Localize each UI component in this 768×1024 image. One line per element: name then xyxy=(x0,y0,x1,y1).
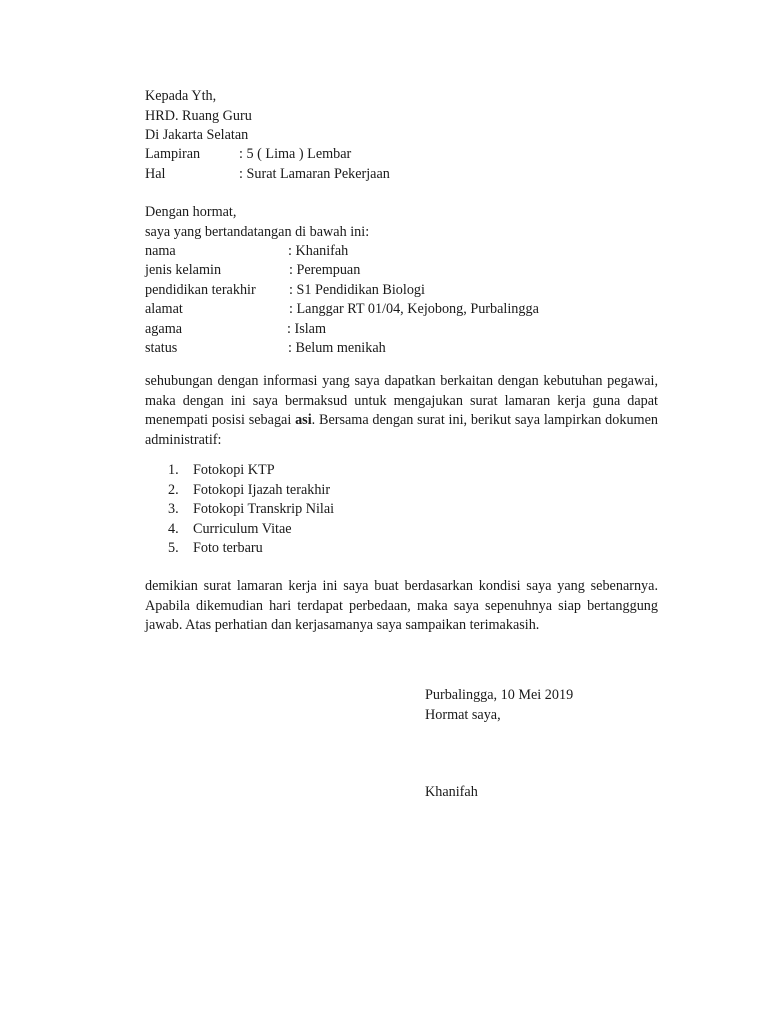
attachment-label: Lampiran xyxy=(145,146,201,162)
body-paragraph-2: demikian surat lamaran kerja ini saya buat berdasarkan kondisi saya yang sebenarnya. Apabila dikemudian hari terdapat perbedaan, maka saya sepenuhnya siap bertanggung jawab. Atas perhatian dan kerjasamanya saya sampaikan terimakasih. xyxy=(145,578,658,634)
list-number: 4. xyxy=(168,520,179,537)
signatory-name: Khanifah xyxy=(425,784,478,800)
paragraph-text: sehubungan dengan informasi yang saya dapatkan berkaitan dengan kebutuhan pegawai, maka dengan ini saya bermaksud untuk mengajukan surat lamaran kerja guna dapat menempati posisi sebagai xyxy=(145,373,658,429)
applicant-row-religion xyxy=(145,320,327,339)
list-text: Foto terbaru xyxy=(193,540,263,557)
field-value: : Perempuan xyxy=(289,262,361,278)
list-number: 3. xyxy=(168,501,179,518)
field-value: : S1 Pendidikan Biologi xyxy=(289,282,425,298)
field-label: nama xyxy=(145,243,176,259)
recipient-salutation: Kepada Yth, xyxy=(145,88,217,104)
field-value: : Khanifah xyxy=(288,243,349,259)
field-label: pendidikan terakhir xyxy=(145,282,256,298)
field-value: : Islam xyxy=(287,321,327,337)
list-number: 2. xyxy=(168,481,179,498)
applicant-row-gender xyxy=(145,261,361,280)
subject-label: Hal xyxy=(145,166,166,182)
recipient-location: Di Jakarta Selatan xyxy=(145,127,249,143)
field-label: status xyxy=(145,340,178,356)
list-text: Fotokopi KTP xyxy=(193,462,275,478)
recipient-company: HRD. Ruang Guru xyxy=(145,108,252,124)
list-text: Curriculum Vitae xyxy=(193,520,292,537)
list-text: Fotokopi Transkrip Nilai xyxy=(193,501,335,518)
applicant-row-education xyxy=(145,281,425,300)
subject-value: : Surat Lamaran Pekerjaan xyxy=(239,166,390,182)
field-label: agama xyxy=(145,321,183,337)
field-value: : Langgar RT 01/04, Kejobong, Purbalingga xyxy=(289,301,539,317)
list-number: 5. xyxy=(168,540,179,557)
list-text: Fotokopi Ijazah terakhir xyxy=(193,481,331,498)
regards: Hormat saya, xyxy=(425,707,501,723)
applicant-row-status xyxy=(145,339,386,358)
greeting: Dengan hormat, xyxy=(145,204,237,220)
applicant-row-address xyxy=(145,300,539,319)
list-number: 1. xyxy=(168,462,179,478)
subject-row xyxy=(145,165,390,184)
position-highlight: asi xyxy=(295,412,312,429)
applicant-row-name xyxy=(145,242,349,261)
place-date: Purbalingga, 10 Mei 2019 xyxy=(425,687,574,703)
field-label: jenis kelamin xyxy=(145,262,222,278)
intro-line: saya yang bertandatangan di bawah ini: xyxy=(145,224,370,240)
field-value: : Belum menikah xyxy=(288,340,386,356)
paragraph-text: . Bersama dengan surat ini, berikut saya lampirkan dokumen administratif: xyxy=(145,412,658,448)
body-paragraph-1 xyxy=(145,372,658,450)
attachment-value: : 5 ( Lima ) Lembar xyxy=(239,146,352,162)
attachment-row xyxy=(145,145,352,164)
field-label: alamat xyxy=(145,301,183,317)
